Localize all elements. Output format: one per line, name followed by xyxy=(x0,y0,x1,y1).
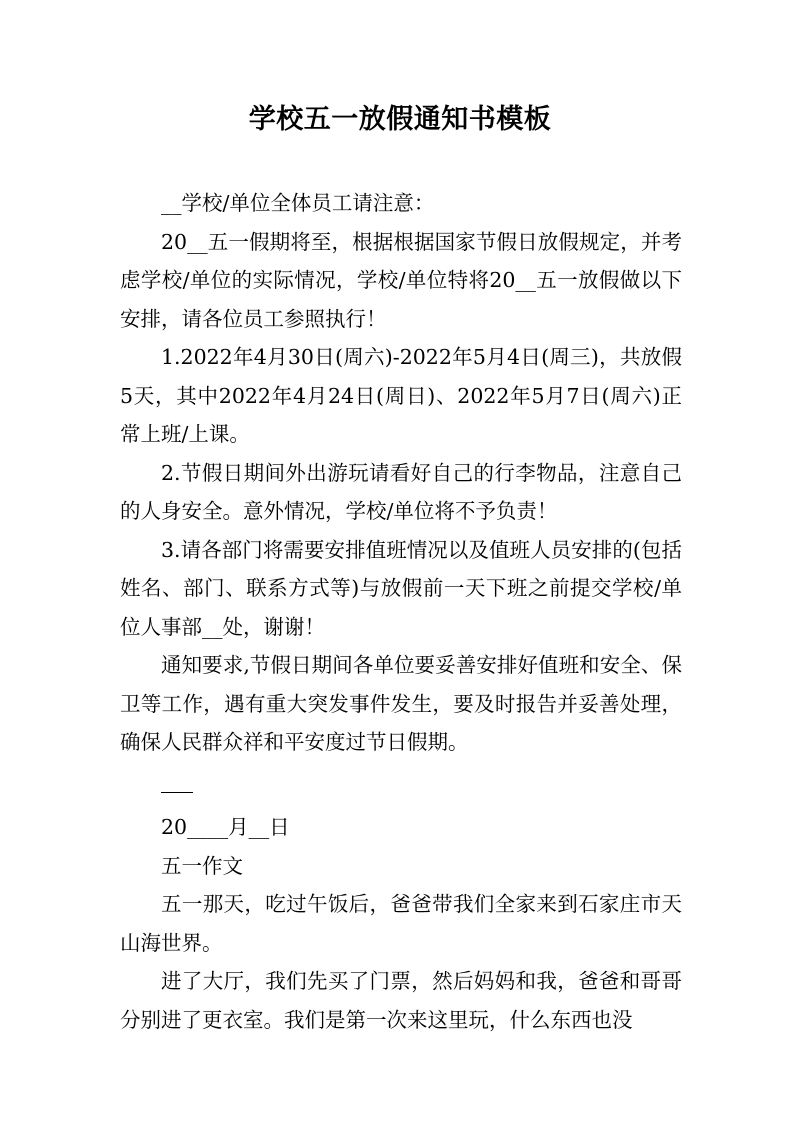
document-body xyxy=(120,184,682,1039)
date-line: 20____月__日 xyxy=(161,815,290,839)
item-1-paragraph: 1.2022年4月30日(周六)-2022年5月4日(周三)，共放假5天，其中2022年4月24日(周日)、2022年5月7日(周六)正常上班/上课。 xyxy=(120,345,682,446)
signature-blank xyxy=(120,770,682,809)
essay-paragraph-2: 进了大厅，我们先买了门票，然后妈妈和我，爸爸和哥哥分别进了更衣室。我们是第一次来这里玩，什么东西也没 xyxy=(120,969,682,1032)
document-title: 学校五一放假通知书模板 xyxy=(248,104,552,135)
essay-paragraph-1: 五一那天，吃过午饭后，爸爸带我们全家来到石家庄市天山海世界。 xyxy=(120,892,682,955)
item-2-paragraph: 2.节假日期间外出游玩请看好自己的行李物品，注意自己的人身安全。意外情况，学校/单位将不予负责！ xyxy=(120,460,682,523)
requirements-paragraph: 通知要求,节假日期间各单位要妥善安排好值班和安全、保卫等工作，遇有重大突发事件发生，要及时报告并妥善处理，确保人民群众祥和平安度过节日假期。 xyxy=(120,653,682,754)
intro-paragraph: 20__五一假期将至，根据根据国家节假日放假规定，并考虑学校/单位的实际情况，学校/单位特将20__五一放假做以下安排，请各位员工参照执行！ xyxy=(120,229,682,331)
salutation-paragraph: __学校/单位全体员工请注意： xyxy=(161,191,435,215)
signature-blank-line xyxy=(161,770,193,793)
item-3-paragraph: 3.请各部门将需要安排值班情况以及值班人员安排的(包括姓名、部门、联系方式等)与放假前一天下班之前提交学校/单位人事部__处，谢谢！ xyxy=(120,537,682,639)
essay-title: 五一作文 xyxy=(161,853,243,878)
